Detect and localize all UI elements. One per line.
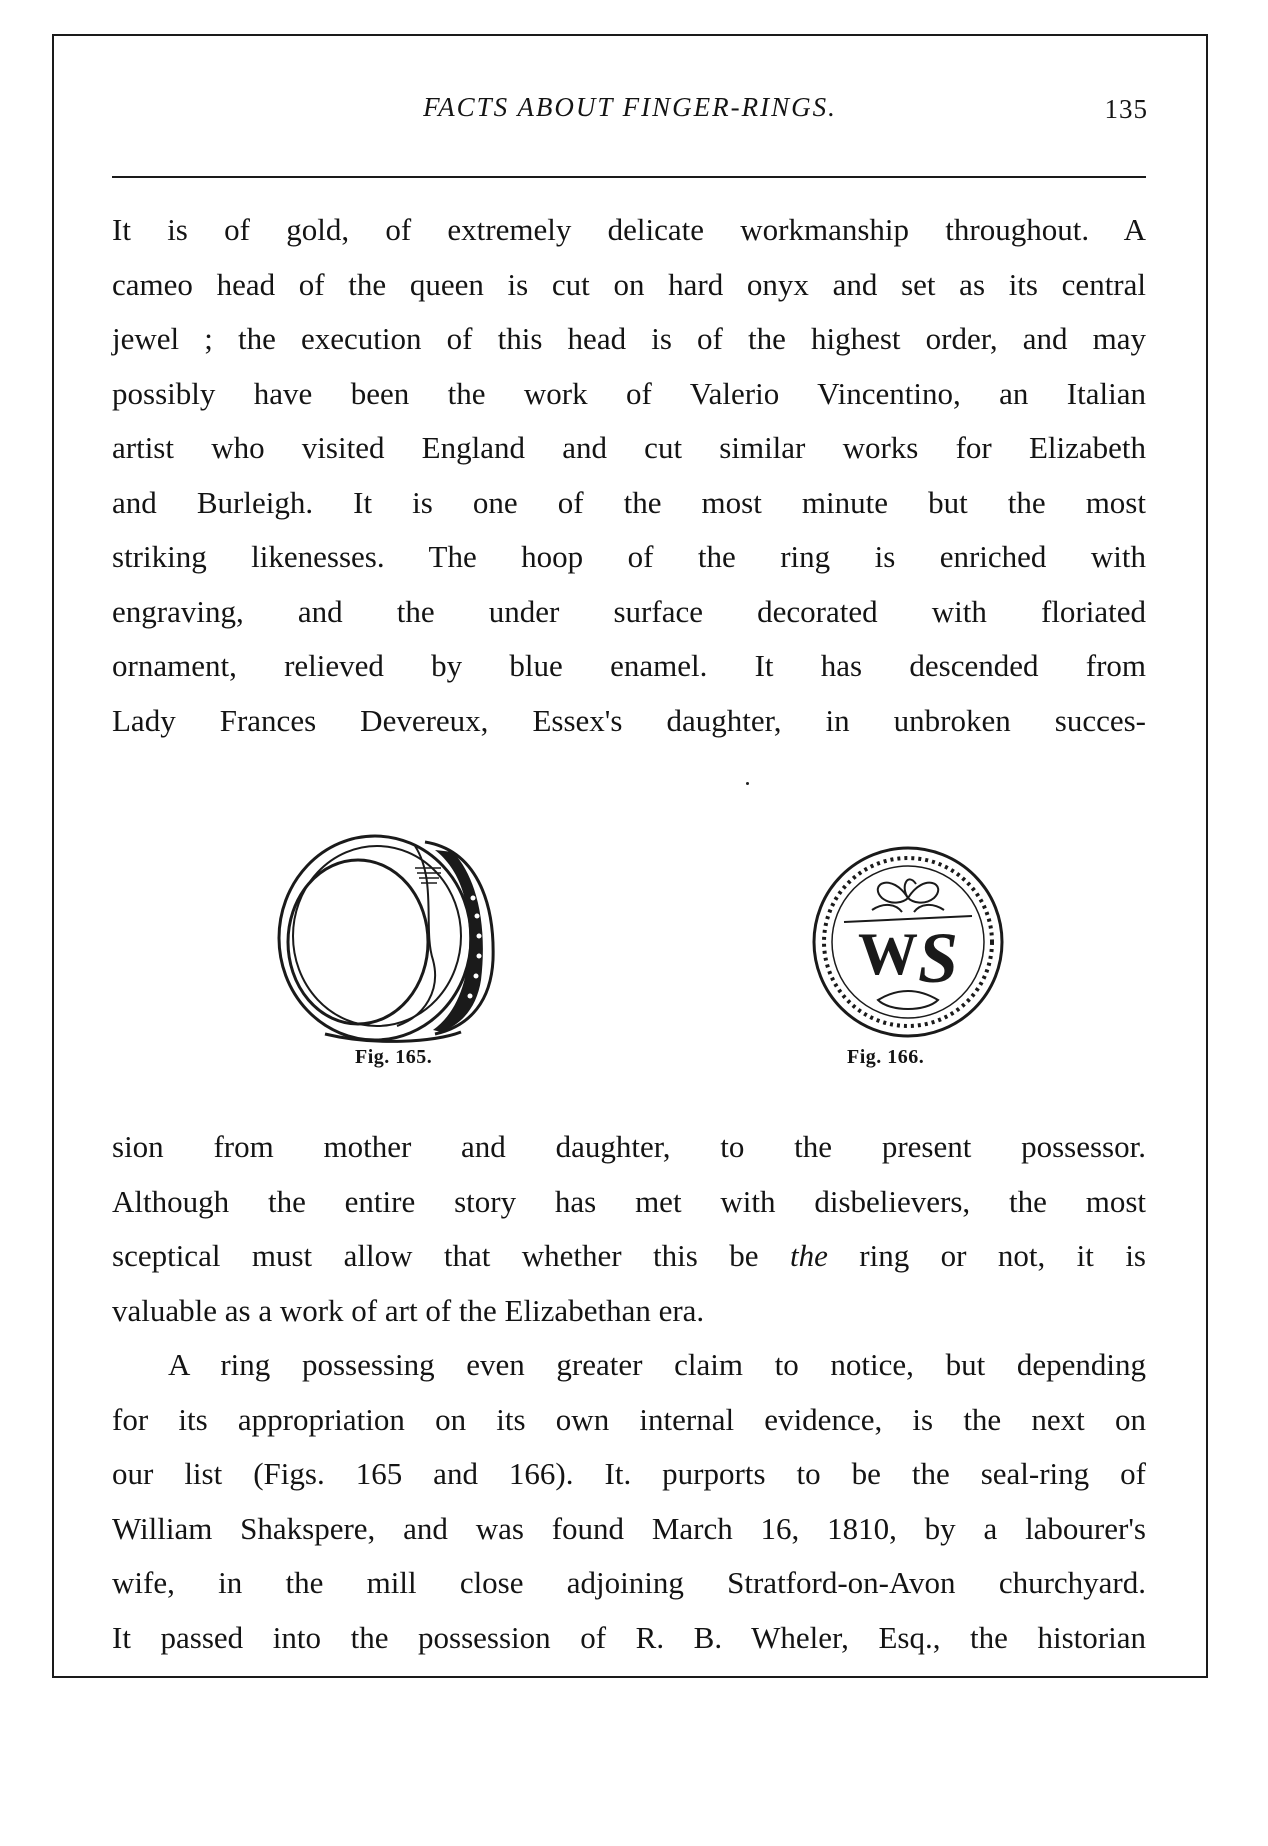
text-line: sion from mother and daughter, to the present possessor. bbox=[112, 1129, 1146, 1164]
text-line: valuable as a work of art of the Elizabethan era. bbox=[112, 1292, 705, 1328]
seal-letter-w: W bbox=[858, 921, 918, 987]
running-head bbox=[52, 92, 1208, 132]
header-rule bbox=[112, 176, 1146, 178]
text-line: for its appropriation on its own internal evidence, is the next on bbox=[112, 1401, 1146, 1437]
figure-166-seal-illustration bbox=[808, 832, 1008, 1052]
print-speck bbox=[746, 782, 749, 785]
figure-165-caption: Fig. 165. bbox=[355, 1046, 433, 1068]
text-line: ornament, relieved by blue enamel. It has descended from bbox=[112, 648, 1146, 683]
page-number: 135 bbox=[1104, 94, 1148, 124]
text-line: our list (Figs. 165 and 166). It. purports to be the seal-ring of bbox=[112, 1456, 1146, 1491]
paragraph-continued bbox=[112, 203, 1146, 748]
italic-word: the bbox=[789, 1238, 828, 1273]
text-line: and Burleigh. It is one of the most minute but the most bbox=[112, 484, 1146, 520]
text-line: artist who visited England and cut similar works for Elizabeth bbox=[112, 430, 1146, 465]
text-line: cameo head of the queen is cut on hard onyx and set as its central bbox=[112, 266, 1146, 302]
paragraph-lines bbox=[112, 1120, 1146, 1665]
text-segment: sceptical must allow that whether this be bbox=[112, 1238, 790, 1273]
text-line: Lady Frances Devereux, Essex's daughter, in unbroken succes- bbox=[112, 702, 1146, 738]
running-title: FACTS ABOUT FINGER-RINGS. bbox=[423, 92, 837, 122]
text-line: jewel ; the execution of this head is of the highest order, and may bbox=[112, 321, 1146, 356]
text-line: wife, in the mill close adjoining Stratford-on-Avon churchyard. bbox=[112, 1565, 1146, 1600]
text-line bbox=[112, 1229, 1146, 1284]
text-line: Although the entire story has met with disbelievers, the most bbox=[112, 1183, 1146, 1219]
figure-165-ring-illustration bbox=[265, 820, 535, 1050]
text-line: It passed into the possession of R. B. Wheler, Esq., the historian bbox=[112, 1619, 1146, 1655]
figure-166-caption: Fig. 166. bbox=[847, 1046, 925, 1068]
text-line: William Shakspere, and was found March 16, 1810, by a labourer's bbox=[112, 1510, 1146, 1546]
text-line: possibly have been the work of Valerio Vincentino, an Italian bbox=[112, 375, 1146, 411]
text-line: engraving, and the under surface decorated with floriated bbox=[112, 593, 1146, 629]
text-line: striking likenesses. The hoop of the ring is enriched with bbox=[112, 539, 1146, 574]
text-line: It is of gold, of extremely delicate workmanship throughout. A bbox=[112, 212, 1146, 247]
text-segment: ring or not, it is bbox=[827, 1238, 1146, 1273]
seal-letter-s: S bbox=[918, 918, 959, 998]
text-line: A ring possessing even greater claim to notice, but depending bbox=[168, 1347, 1146, 1382]
